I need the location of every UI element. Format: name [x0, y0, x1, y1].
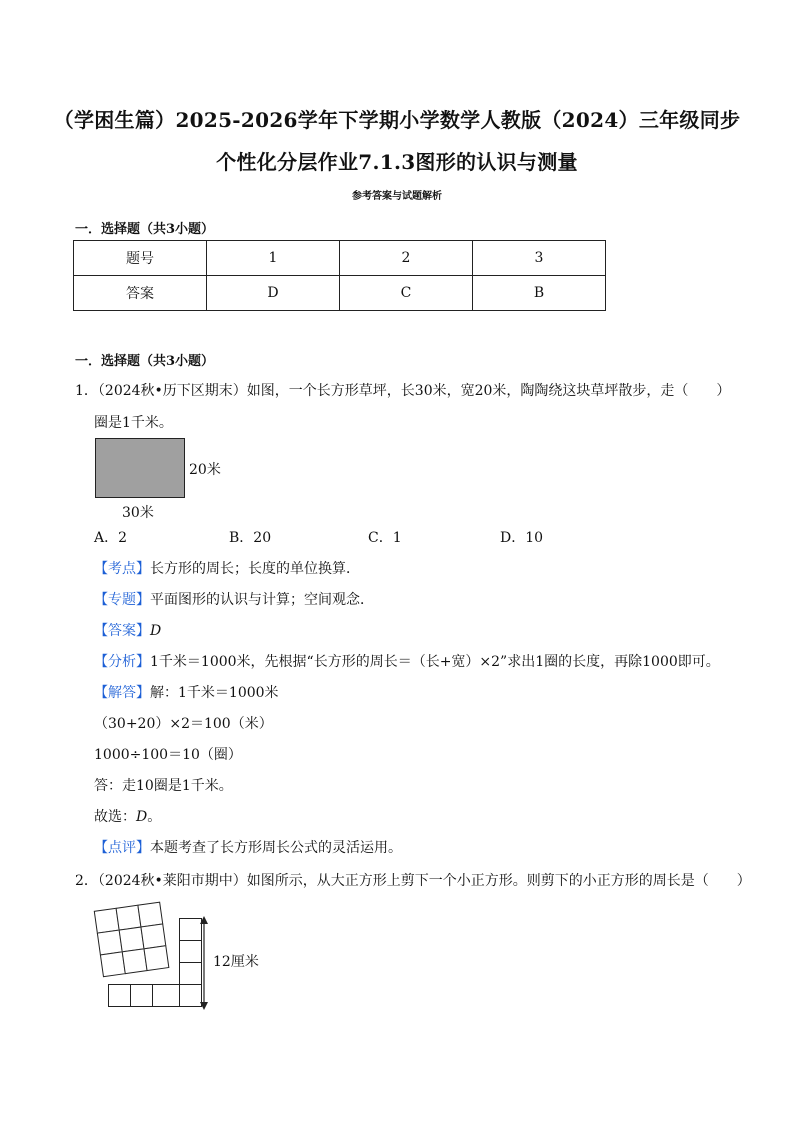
answer-cell: D: [207, 276, 340, 311]
guxuan-suffix: 。: [147, 809, 162, 825]
kaodian-tag: 【考点】: [94, 561, 150, 577]
daan-tag: 【答案】: [94, 623, 150, 639]
q1-option-d: D．10: [500, 530, 544, 546]
strip-cell: [108, 984, 131, 1007]
answer-cell: C: [340, 276, 473, 311]
fenxi-text: 1千米＝1000米，先根据“长方形的周长＝（长+宽）×2”求出1圈的长度，再除1000即可。: [150, 654, 720, 670]
document-title-line-2: 个性化分层作业7.1.3图形的认识与测量: [216, 150, 578, 174]
document-title-line-1: （学困生篇）2025-2026学年下学期小学数学人教版（2024）三年级同步: [53, 108, 741, 132]
guxuan-prefix: 故选：: [94, 809, 136, 825]
q2-big-square: [94, 902, 169, 977]
q1-dianping: [94, 837, 402, 857]
dianping-text: 本题考查了长方形周长公式的灵活运用。: [150, 840, 402, 856]
q1-length-label: 30米: [122, 505, 154, 521]
zhuanti-tag: 【专题】: [94, 592, 150, 608]
guxuan-answer: D: [136, 809, 148, 825]
q1-option-c: C．1: [368, 530, 402, 546]
questions-section-heading: 一．选择题（共3小题）: [75, 354, 215, 369]
answer-table: [73, 240, 606, 311]
daan-text: D: [150, 623, 162, 639]
answer-section-heading: 一．选择题（共3小题）: [75, 222, 215, 237]
answer-cell: B: [473, 276, 606, 311]
question-number-cell: 1: [207, 241, 340, 276]
jieda-text: 解：1千米＝1000米: [150, 685, 279, 701]
dianping-tag: 【点评】: [94, 840, 150, 856]
dimension-arrow-icon: [196, 916, 212, 1010]
q2-stem: 2．（2024秋•莱阳市期中）如图所示，从大正方形上剪下一个小正方形。则剪下的小正方形的周长是（ ）: [75, 873, 751, 889]
q1-zhuanti: [94, 589, 374, 609]
q1-step-1: （30+20）×2＝100（米）: [94, 716, 273, 732]
table-row: [74, 276, 606, 311]
row-label-answer: 答案: [74, 276, 207, 311]
zhuanti-text: 平面图形的认识与计算；空间观念．: [150, 592, 374, 608]
q1-step-2: 1000÷100＝10（圈）: [94, 747, 242, 763]
table-row: [74, 241, 606, 276]
question-number-cell: 3: [473, 241, 606, 276]
q1-kaodian: [94, 558, 360, 578]
q1-option-b: B．20: [229, 530, 272, 546]
q1-stem-line-1: 1．（2024秋•历下区期末）如图，一个长方形草坪，长30米，宽20米，陶陶绕这块草坪散步，走（ ）: [75, 383, 731, 399]
grid-cell: [143, 945, 169, 971]
q1-guxuan: [94, 806, 161, 826]
q1-fenxi: [94, 651, 720, 671]
q1-stem-line-2: 圈是1千米。: [94, 415, 173, 431]
q1-jieda: [94, 682, 279, 702]
strip-cell: [130, 984, 153, 1007]
kaodian-text: 长方形的周长；长度的单位换算．: [150, 561, 360, 577]
q1-width-label: 20米: [189, 462, 221, 478]
q2-dimension-label: 12厘米: [213, 954, 259, 970]
q1-step-3: 答：走10圈是1千米。: [94, 778, 233, 794]
jieda-tag: 【解答】: [94, 685, 150, 701]
document-subtitle: 参考答案与试题解析: [352, 191, 442, 202]
fenxi-tag: 【分析】: [94, 654, 150, 670]
strip-cell: [152, 984, 180, 1007]
question-number-cell: 2: [340, 241, 473, 276]
q1-rectangle-figure: [95, 438, 185, 498]
q1-daan: [94, 620, 161, 640]
row-label-number: 题号: [74, 241, 207, 276]
q1-option-a: A．2: [94, 530, 128, 546]
